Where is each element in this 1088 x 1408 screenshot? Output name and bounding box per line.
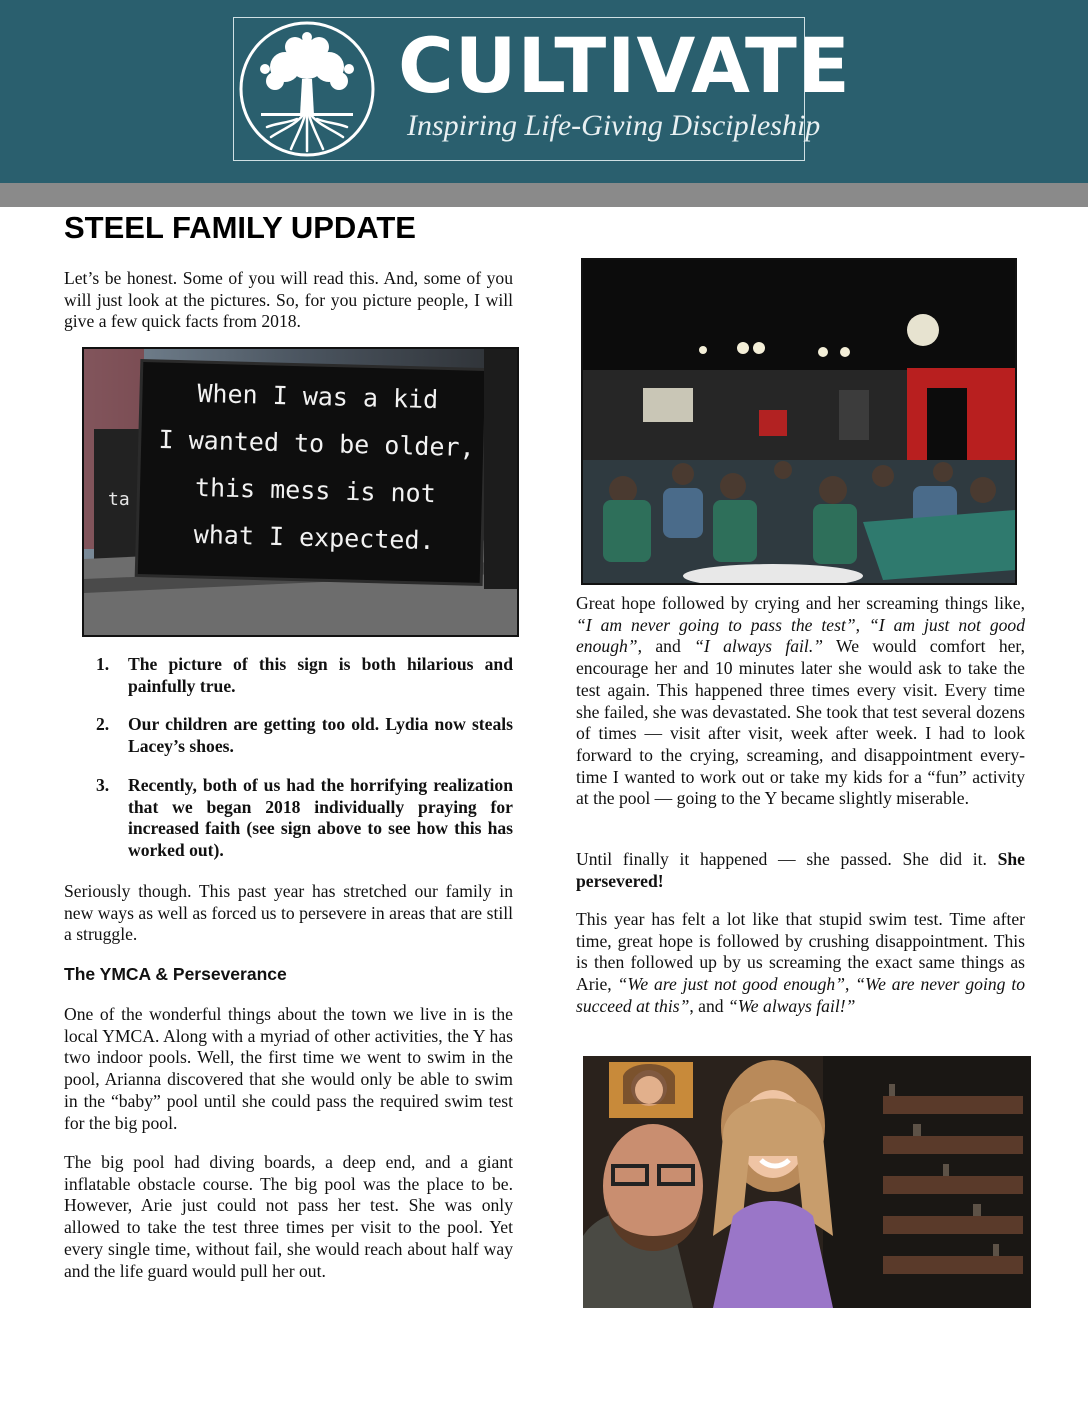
ymca-paragraph-2: The big pool had diving boards, a deep end, and a giant inflatable obstacle course. The big pool was the place to be. However, Arie just could not pass her test. She was only allowed to take the test three times per visit to the pool. Yet every single time, without fail, she would reach about half way and the life guard would pull her out.	[64, 1152, 513, 1281]
list-item	[64, 654, 513, 697]
text-run: We would comfort her, encourage her and 10 minutes later she would ask to take the test again. This happened three times every visit. Every time she failed, she was devastated. She took that test several dozens of times — visit after visit, week after week. I had to look forward to the crying, screaming, and disappointment every-time I wanted to work out or take my kids for a “fun” activity at the pool — going to the Y became slightly miserable.	[576, 636, 1025, 809]
sign-line: I wanted to be older,	[158, 424, 475, 463]
list-text: The picture of this sign is both hilarious and painfully true.	[128, 654, 513, 696]
list-item	[64, 714, 513, 757]
intro-paragraph: Let’s be honest. Some of you will read this. And, some of you will just look at the pictures. So, for you picture people, I will give a few quick facts from 2018.	[64, 268, 513, 332]
list-item	[64, 775, 513, 862]
sign-line: When I was a kid	[197, 378, 439, 415]
quote: “I am just not good enough”	[576, 614, 1026, 657]
list-number: 2.	[96, 714, 110, 735]
conference-photo	[581, 258, 1017, 585]
brand-name: CULTIVATE	[398, 21, 851, 110]
list-text: Recently, both of us had the horrifying realization that we began 2018 individually praying for increased faith (see sign above to see how this has worked out).	[128, 774, 513, 860]
quote: “We are just not good enough”	[617, 974, 845, 995]
text-run: ,	[855, 614, 869, 635]
list-text: Our children are getting too old. Lydia now steals Lacey’s shoes.	[128, 714, 513, 757]
quote: “I am never going to pass the test”	[576, 614, 856, 635]
list-number: 1.	[96, 654, 110, 674]
list-number: 3.	[96, 774, 110, 795]
sign-line: this mess is not	[194, 472, 437, 509]
sign-text	[144, 369, 489, 566]
ymca-paragraph-1: One of the wonderful things about the town we live in is the local YMCA. Along with a myriad of other activities, the Y has two indoor pools. Well, the first time we went to swim in the pool, Arianna discovered that she would only be able to swim in the “baby” pool until she could pass the required swim test for the big pool.	[64, 1004, 513, 1133]
right-paragraph-1	[576, 593, 1025, 810]
side-sign-text: ta	[108, 489, 130, 510]
brand-tagline: Inspiring Life-Giving Discipleship	[407, 109, 821, 142]
sign-photo	[82, 347, 519, 637]
text-run: , and	[637, 636, 695, 657]
ymca-heading: The YMCA & Perseverance	[64, 964, 287, 984]
sign-line: what I expected.	[193, 519, 435, 556]
seriously-paragraph: Seriously though. This past year has stretched our family in new ways as well as forced us to persevere in areas that are still a struggle.	[64, 881, 513, 945]
text-run: This year has felt a lot like that stupid swim test. Time after time, great hope is followed by crushing disappointment. This is then followed up by us screaming the exact same things as Arie,	[576, 909, 1025, 995]
quote: “We are never going to succeed at this”	[576, 974, 1026, 1016]
right-paragraph-3	[576, 909, 1025, 1018]
family-photo	[583, 1056, 1031, 1308]
text-run: Great hope followed by crying and her screaming things like,	[576, 593, 1025, 613]
facts-list	[64, 654, 513, 879]
text-run: , and	[689, 995, 728, 1016]
text-run: Until finally it happened — she passed. She did it.	[576, 849, 998, 869]
emphasis: She persevered!	[576, 849, 1025, 891]
quote: “We always fail!”	[727, 995, 856, 1016]
page-title: STEEL FAMILY UPDATE	[64, 210, 416, 245]
right-paragraph-2	[576, 849, 1025, 892]
header-divider-band	[0, 183, 1088, 207]
text-run: ,	[844, 974, 856, 995]
tree-of-life-icon	[237, 19, 377, 159]
quote: “I always fail.”	[694, 636, 823, 657]
